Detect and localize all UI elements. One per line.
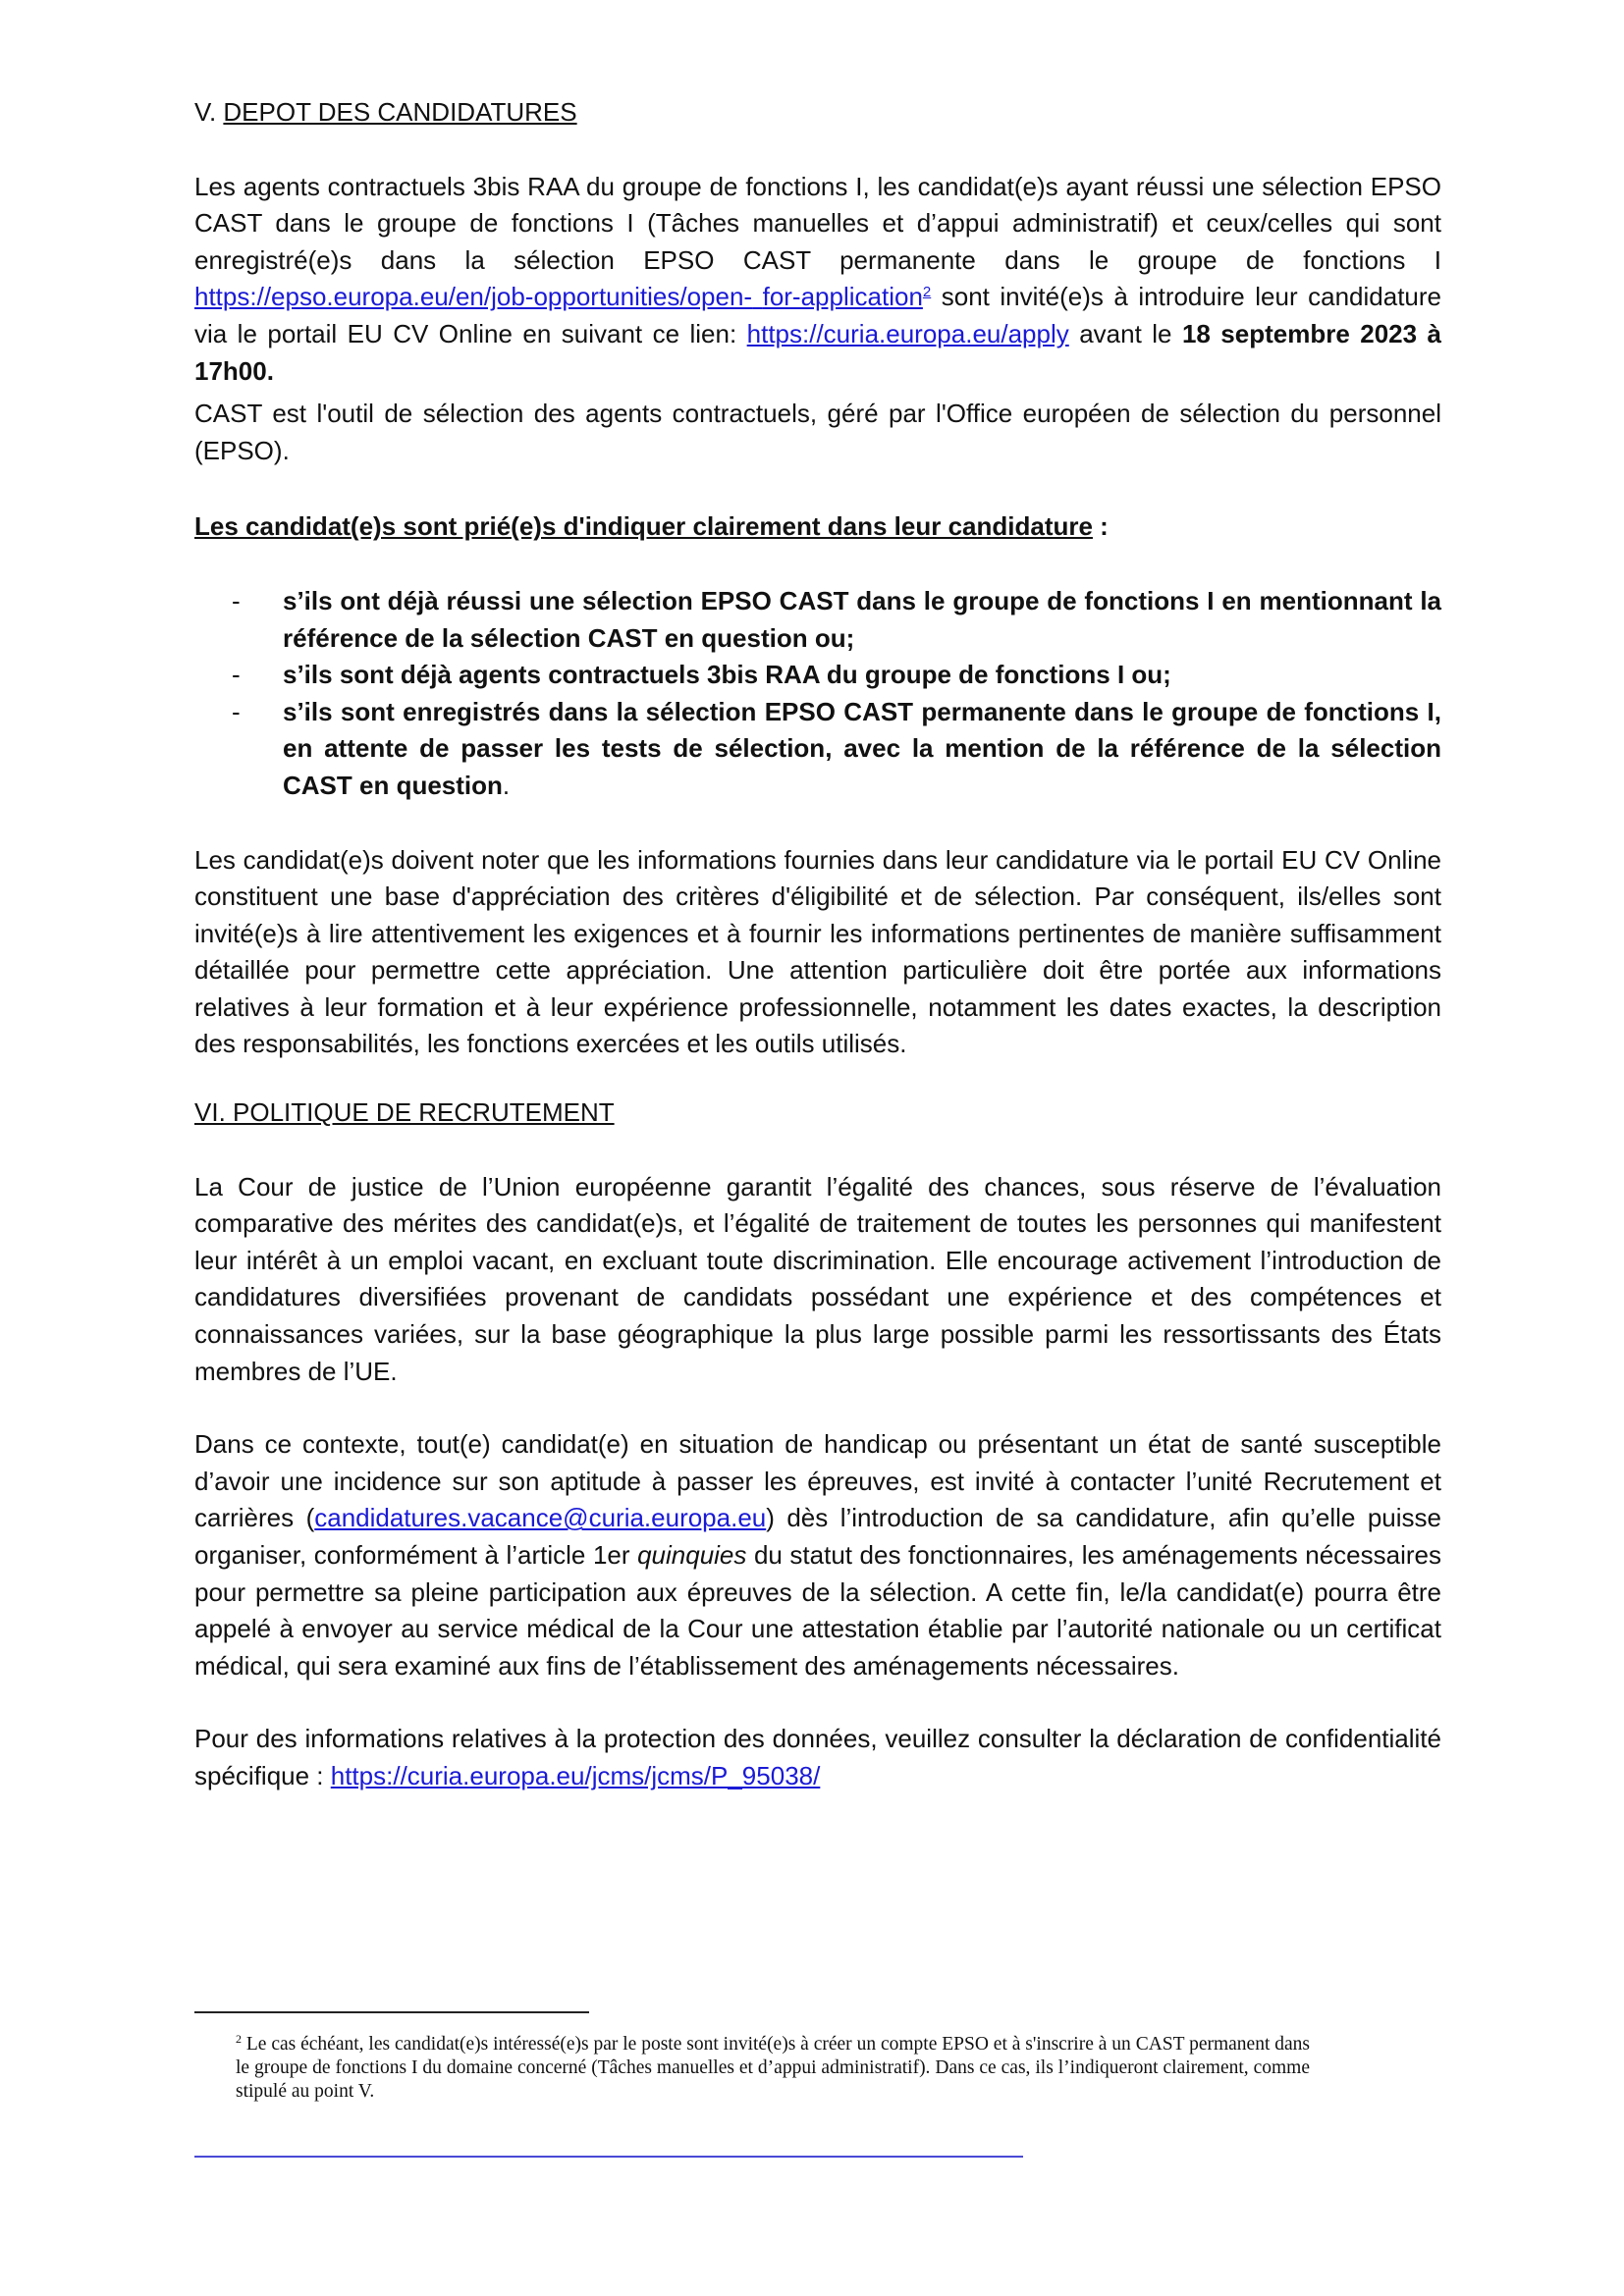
list-item-text: s’ils sont enregistrés dans la sélection EPSO CAST permanente dans le groupe de fonctions I, en attente de passer les tests de sélection, avec la mention de la référence de la sélection CAST en question: [283, 696, 1441, 800]
section-v-heading: [194, 94, 1441, 132]
requirements-list: [194, 583, 1441, 805]
disability-text-1: Dans ce contexte, tout(e) candidat(e) en situation de handicap ou présentant un état de santé susceptible d’avoir une incidence sur son aptitude à passer les épreuves, est invité à contacter l’unité Recrutement et carrières (: [194, 1429, 1441, 1533]
disability-paragraph: [194, 1426, 1441, 1684]
recruitment-email-link[interactable]: candidatures.vacance@curia.europa.eu: [314, 1503, 767, 1533]
notice-text: Les candidat(e)s sont prié(e)s d'indiquer clairement dans leur candidature: [194, 511, 1093, 542]
dash-bullet: -: [232, 660, 241, 690]
footnote-text: Le cas échéant, les candidat(e)s intéressé(e)s par le poste sont invité(e)s à créer un compte EPSO et à s'inscrire à un CAST permanent dans le groupe de fonctions I du domaine concerné (Tâches manuelles et d’appui administratif). Dans ce cas, ils l’indiqueront clairement, comme stipulé au point V.: [236, 2034, 1310, 2102]
application-text-2: sont invité(e)s à introduire leur candidature via le portail EU CV Online en suivant ce lien:: [194, 282, 1441, 348]
application-text-3: avant le: [1068, 318, 1182, 348]
notice-suffix: :: [1092, 511, 1109, 542]
disability-text-2: ) dès l’introduction de sa candidature, afin qu’elle puisse organiser, conformément à l’article 1er: [194, 1503, 1441, 1570]
cast-description-paragraph: CAST est l'outil de sélection des agents contractuels, géré par l'Office européen de sélection du personnel (EPSO).: [194, 399, 1441, 465]
data-protection-text: Pour des informations relatives à la protection des données, veuillez consulter la déclaration de confidentialité spécifique :: [194, 1724, 1441, 1790]
list-item: [194, 694, 1441, 805]
epso-link-part-1: https://epso.europa.eu/en/job-opportunities/open-: [194, 282, 753, 312]
list-item-text: s’ils sont déjà agents contractuels 3bis RAA du groupe de fonctions I ou;: [283, 660, 1171, 690]
privacy-link[interactable]: https://curia.europa.eu/jcms/jcms/P_95038/: [330, 1760, 821, 1790]
footnote-ref-2[interactable]: 2: [922, 284, 932, 301]
list-item-tail: .: [502, 770, 511, 800]
list-item: [194, 583, 1441, 657]
bottom-divider: [194, 2156, 1023, 2158]
disability-text-3: du statut des fonctionnaires, les aménagements nécessaires pour permettre sa pleine participation aux épreuves de la sélection. A cette fin, le/la candidat(e) pourra être appelé à envoyer au service médical de la Cour une attestation établie par l’autorité nationale ou un certificat médical, qui sera examiné aux fins de l’établissement des aménagements nécessaires.: [194, 1540, 1441, 1681]
equal-opportunity-paragraph: La Cour de justice de l’Union européenne garantit l’égalité des chances, sous réserve de l’évaluation comparative des mérites des candidat(e)s, et l’égalité de traitement de toutes les personnes qui manifestent leur intérêt à un emploi vacant, en excluant toute discrimination. Elle encourage activement l’introduction de candidatures diversifiées provenant de candidats possédant une expérience et des compétences et connaissances variées, sur la base géographique la plus large possible parmi les ressortissants des États membres de l’UE.: [194, 1171, 1441, 1386]
dash-bullet: -: [232, 696, 241, 726]
section-vi-heading: VI. POLITIQUE DE RECRUTEMENT: [194, 1097, 615, 1128]
epso-link-part-2: for-application: [762, 282, 923, 312]
application-paragraph: [194, 169, 1441, 391]
apply-link[interactable]: https://curia.europa.eu/apply: [746, 318, 1069, 348]
list-item: [194, 657, 1441, 694]
page-body: [194, 94, 1441, 1795]
deadline-text: 18 septembre 2023 à 17h00.: [194, 318, 1442, 386]
footnote-2: [236, 2033, 1310, 2104]
application-text-1: Les agents contractuels 3bis RAA du groupe de fonctions I, les candidat(e)s ayant réussi une sélection EPSO CAST dans le groupe de fonctions I (Tâches manuelles et d’appui administratif) et ceux/celles qui sont enregistré(e)s dans la sélection EPSO CAST permanente dans le groupe de fonctions I: [194, 171, 1441, 275]
quinquies-italic: quinquies: [637, 1540, 747, 1570]
dash-bullet: -: [232, 585, 241, 615]
list-item-text: s’ils ont déjà réussi une sélection EPSO CAST dans le groupe de fonctions I en mentionnant la référence de la sélection CAST en question ou;: [283, 585, 1441, 653]
epso-link[interactable]: [194, 282, 923, 311]
footnote-separator: [194, 2011, 589, 2013]
section-v-number: V.: [194, 97, 224, 127]
section-v-title: DEPOT DES CANDIDATURES: [223, 97, 577, 127]
data-protection-paragraph: [194, 1721, 1441, 1794]
information-paragraph: Les candidat(e)s doivent noter que les informations fournies dans leur candidature via le portail EU CV Online constituent une base d'appréciation des critères d'éligibilité et de sélection. Par conséquent, ils/elles sont invité(e)s à lire attentivement les exigences et à fournir les informations pertinentes de manière suffisamment détaillée pour permettre cette appréciation. Une attention particulière doit être portée aux informations relatives à leur formation et à leur expérience professionnelle, notamment les dates exactes, la description des responsabilités, les fonctions exercées et les outils utilisés.: [194, 844, 1441, 1059]
notice-paragraph: [194, 508, 1441, 546]
footnote-number: 2: [236, 2032, 242, 2046]
